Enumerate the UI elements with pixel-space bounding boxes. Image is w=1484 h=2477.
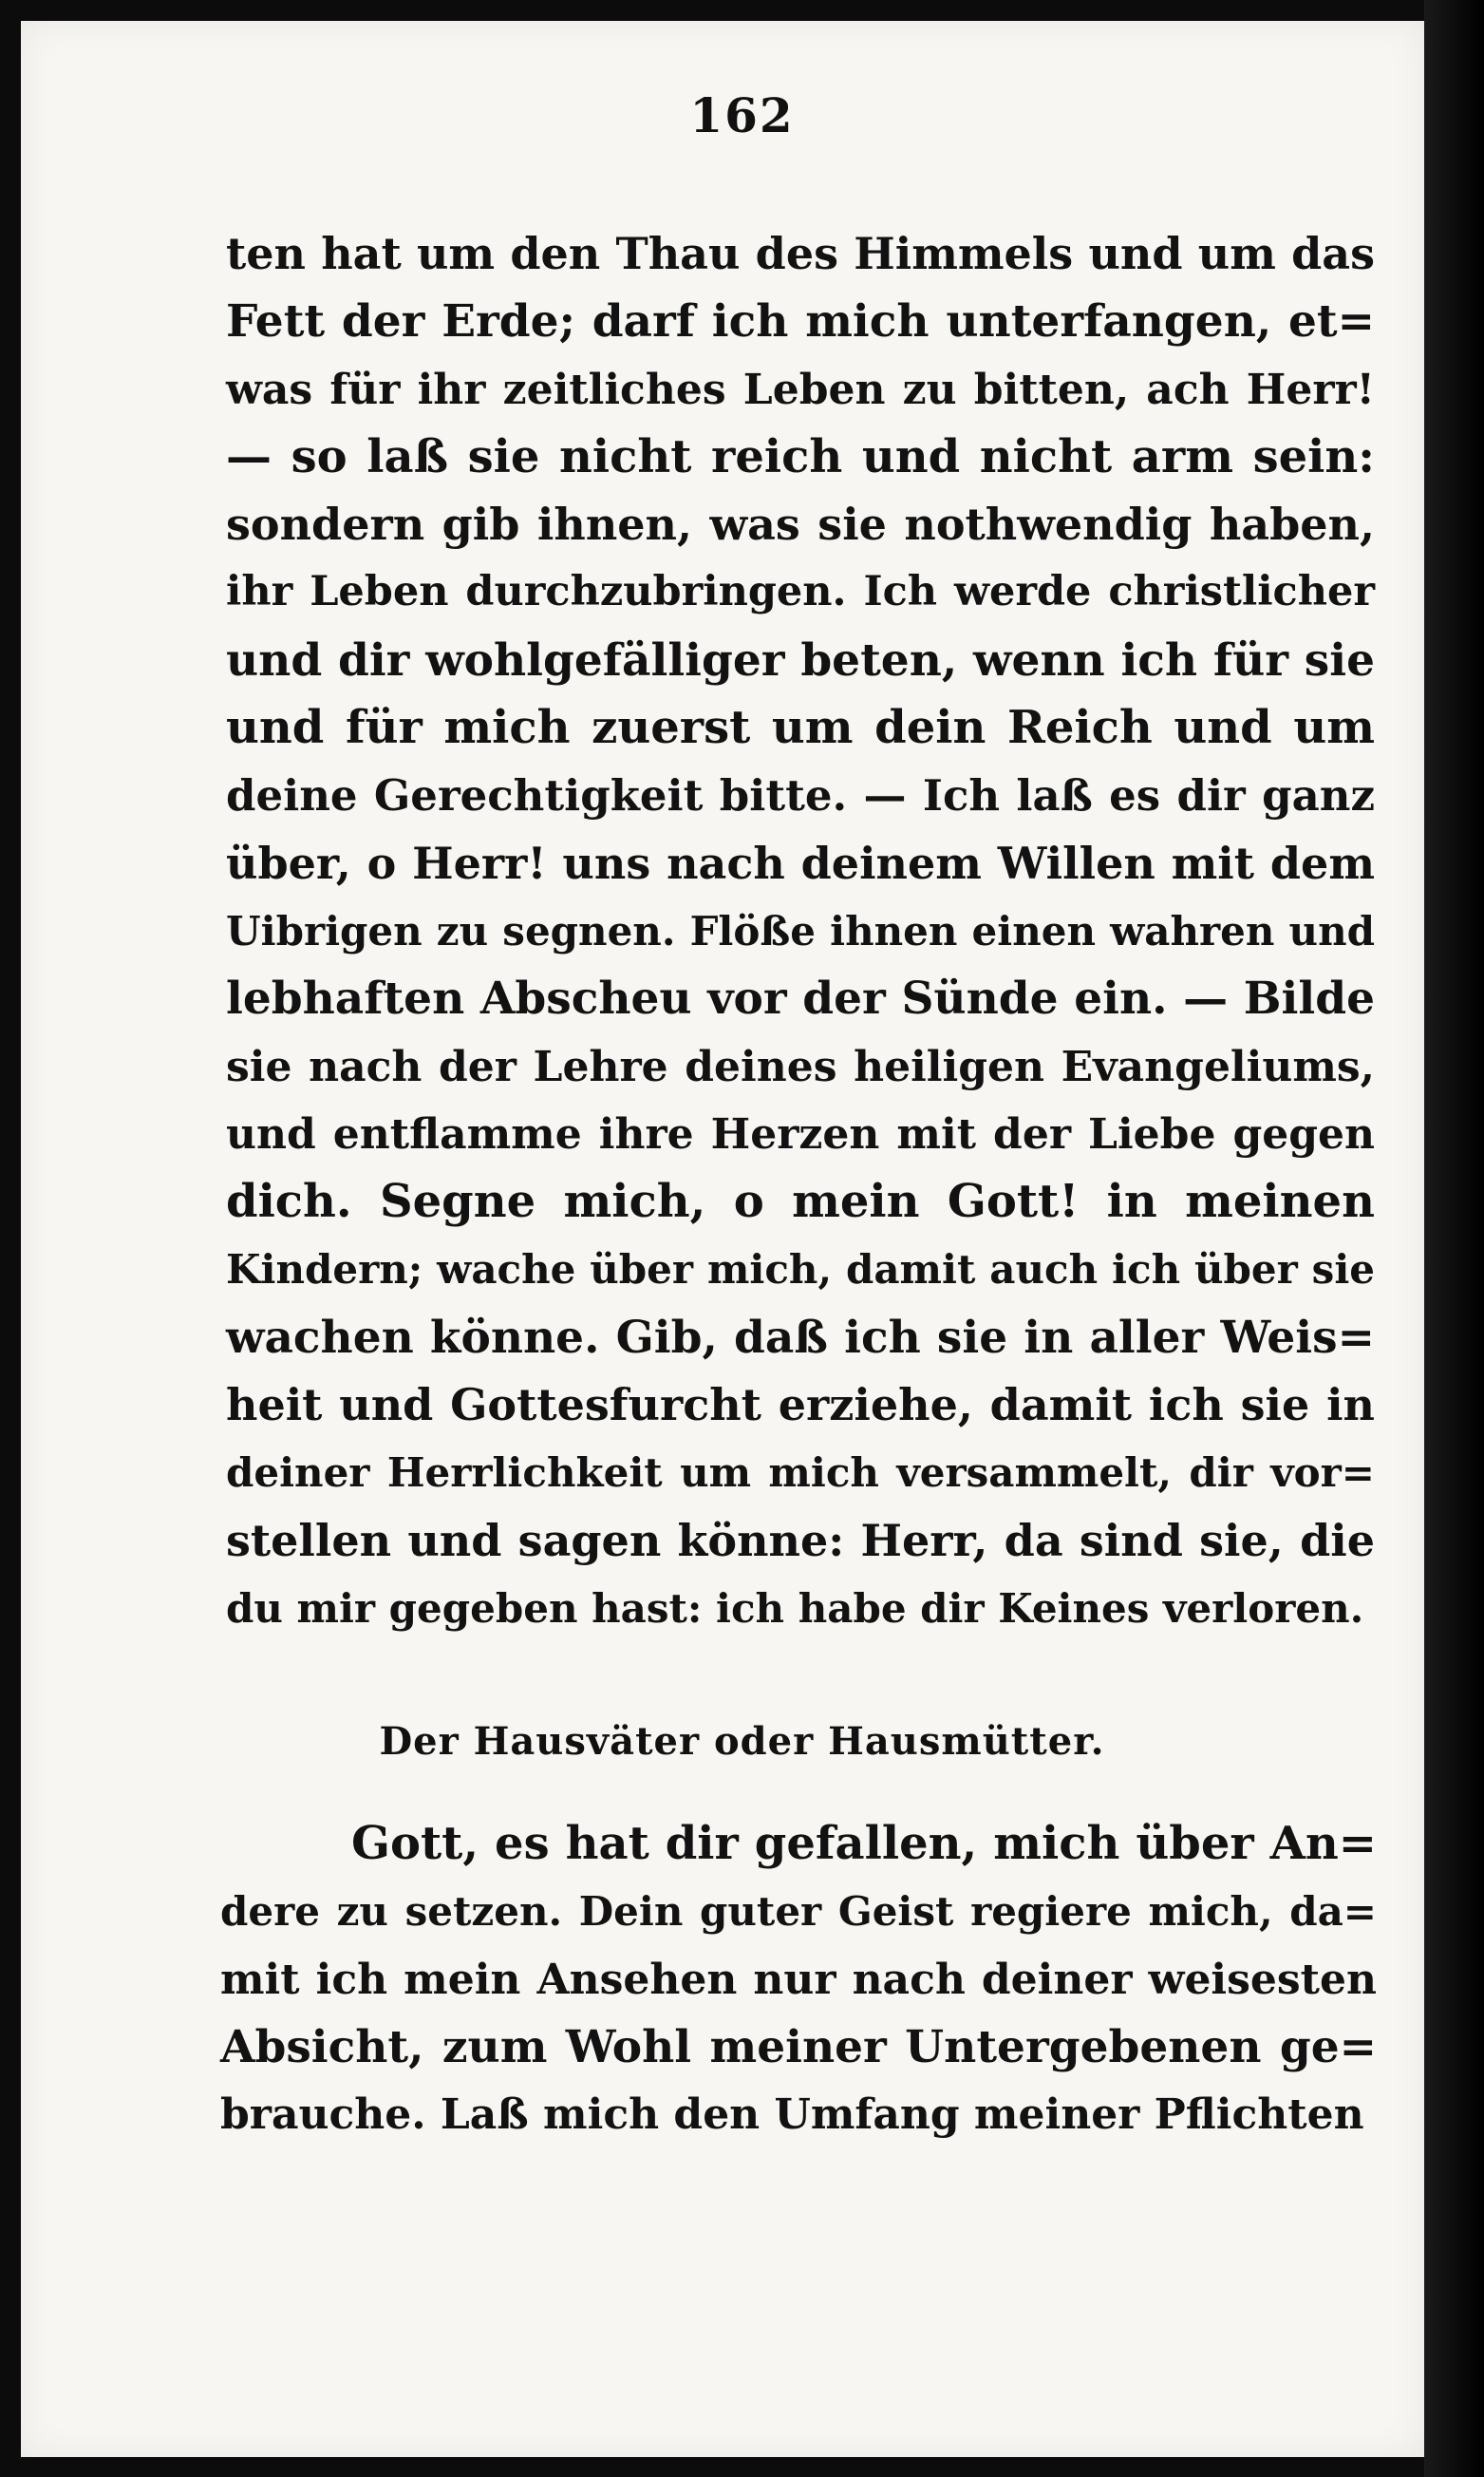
text-line: und dir wohlgefälliger beten, wenn ich für sie xyxy=(226,633,1375,687)
text-line: sondern gib ihnen, was sie nothwendig haben, xyxy=(226,499,1375,551)
text-line: Absicht, zum Wohl meiner Untergebenen ge= xyxy=(220,2020,1377,2073)
text-line: stellen und sagen könne: Herr, da sind sie, die xyxy=(226,1514,1375,1566)
text-line: über, o Herr! uns nach deinem Willen mit dem xyxy=(226,837,1375,889)
text-line: Kindern; wache über mich, damit auch ich über sie xyxy=(226,1246,1375,1294)
text-line: ten hat um den Thau des Himmels und um das xyxy=(226,228,1375,279)
prayer-text-continued xyxy=(226,220,1375,1642)
text-line: Gott, es hat dir gefallen, mich über An= xyxy=(351,1817,1377,1870)
text-line: dich. Segne mich, o mein Gott! in meinen xyxy=(226,1175,1375,1229)
text-line: heit und Gottesfurcht erziehe, damit ich sie in xyxy=(226,1379,1375,1431)
text-line: du mir gegeben hast: ich habe dir Keines verloren. xyxy=(226,1584,1364,1632)
text-line: lebhaften Abscheu vor der Sünde ein. — Bilde xyxy=(226,973,1375,1026)
scan-border xyxy=(1424,0,1484,2477)
text-line: dere zu setzen. Dein guter Geist regiere mich, da= xyxy=(220,1888,1377,1936)
text-line: was für ihr zeitliches Leben zu bitten, ach Herr! xyxy=(226,365,1375,414)
text-line: und für mich zuerst um dein Reich und um xyxy=(226,701,1375,755)
text-line: Uibrigen zu segnen. Flöße ihnen einen wahren und xyxy=(226,907,1375,955)
text-line: — so laß sie nicht reich und nicht arm sein: xyxy=(226,429,1375,483)
text-line: ihr Leben durchzubringen. Ich werde christlicher xyxy=(226,568,1375,616)
page-number: 162 xyxy=(689,87,795,143)
text-line: sie nach der Lehre deines heiligen Evangeliums, xyxy=(226,1042,1375,1091)
text-line: deine Gerechtigkeit bitte. — Ich laß es dir ganz xyxy=(226,770,1375,822)
text-line: mit ich mein Ansehen nur nach deiner weisesten xyxy=(220,1955,1377,2004)
prayer-text xyxy=(220,1810,1377,2148)
text-line: deiner Herrlichkeit um mich versammelt, dir vor= xyxy=(226,1449,1375,1497)
section-heading: Der Hausväter oder Hausmütter. xyxy=(379,1719,1105,1764)
text-line: brauche. Laß mich den Umfang meiner Pflichten xyxy=(220,2090,1364,2140)
text-line: wachen könne. Gib, daß ich sie in aller Weis= xyxy=(226,1311,1375,1364)
text-line: und entflamme ihre Herzen mit der Liebe gegen xyxy=(226,1109,1375,1159)
text-line: Fett der Erde; darf ich mich unterfangen, et= xyxy=(226,295,1375,349)
